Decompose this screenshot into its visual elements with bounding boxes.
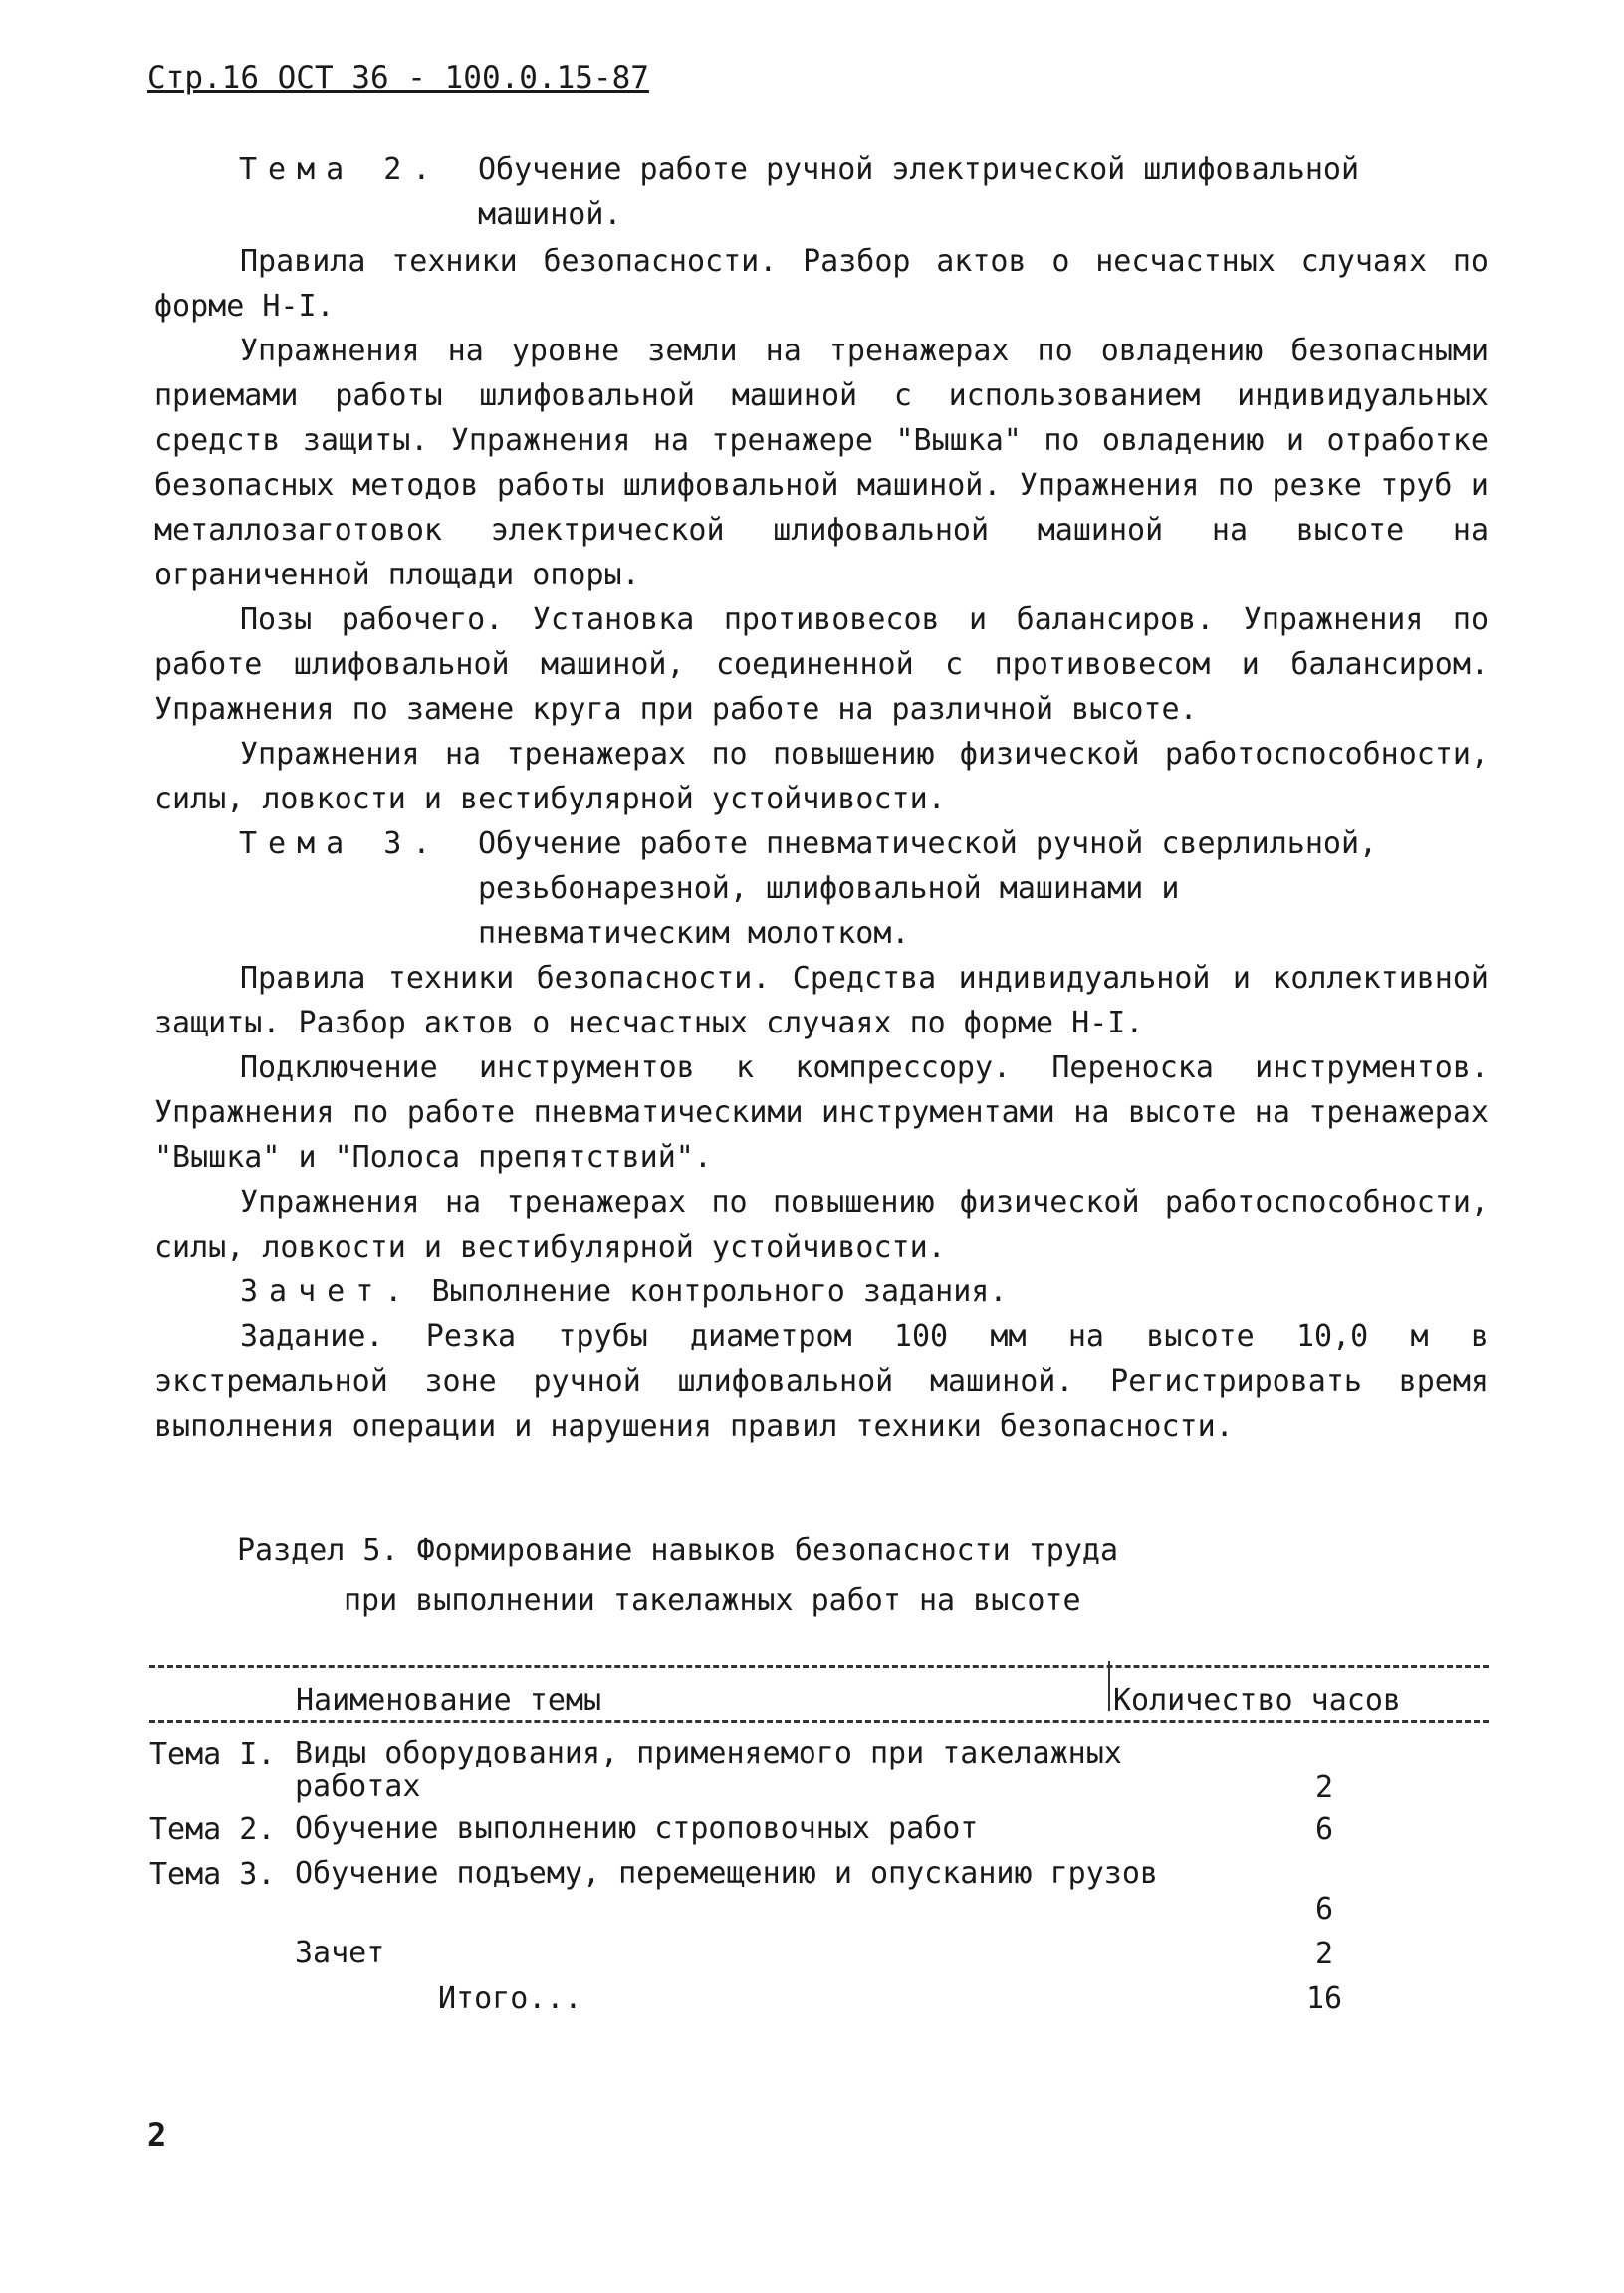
table-column-divider bbox=[1108, 1661, 1110, 1711]
table-total-label: Итого... bbox=[438, 1981, 582, 2016]
table-row-title: Виды оборудования, применяемого при такелажных работах bbox=[295, 1736, 1122, 1804]
topic-2-paragraph-1: Правила техники безопасности. Разбор актов о несчастных случаях по форме Н-I. bbox=[154, 244, 1489, 324]
table-row-number: Тема 2. bbox=[149, 1812, 276, 1847]
topic-2-label: Тема 2. bbox=[239, 152, 442, 187]
topic-3-title-line-3: пневматическим молотком. bbox=[478, 916, 910, 951]
topic-2-title-line-1: Обучение работе ручной электрической шлифовальной bbox=[478, 152, 1360, 187]
topic-3-paragraph-1: Правила техники безопасности. Средства индивидуальной и коллективной защиты. Разбор актов о несчастных случаях по форме Н-I. bbox=[154, 961, 1489, 1040]
table-row-hours: 2 bbox=[1314, 1770, 1334, 1805]
topic-3-title-line-2: резьбонарезной, шлифовальной машинами и bbox=[478, 871, 1180, 906]
table-row-number: Тема I. bbox=[149, 1737, 276, 1772]
topic-3-title-line-1: Обучение работе пневматической ручной сверлильной, bbox=[478, 826, 1378, 861]
topic-3-paragraph-3: Упражнения на тренажерах по повышению физической работоспособности, силы, ловкости и вестибулярной устойчивости. bbox=[154, 1185, 1489, 1264]
table-total-value: 16 bbox=[1305, 1981, 1343, 2016]
table-row-hours: 6 bbox=[1314, 1812, 1334, 1847]
section-5-title-line-2: при выполнении такелажных работ на высоте bbox=[344, 1583, 1081, 1618]
topic-2-title-line-2: машиной. bbox=[478, 197, 622, 232]
table-header-name: Наименование темы bbox=[296, 1683, 602, 1718]
topic-2-paragraph-2: Упражнения на уровне земли на тренажерах по овладению безопасными приемами работы шлифовальной машиной с использованием индивидуальных средств защиты. Упражнения на тренажере "Вышка" по овладению и отработке безопасных методов работы шлифовальной машиной. Упражнения по резке труб и металлозаготовок электрической шлифовальной машиной на высоте на ограниченной площади опоры. bbox=[154, 334, 1489, 592]
zachet-text: Выполнение контрольного задания. bbox=[431, 1274, 1008, 1309]
topic-2-paragraph-4: Упражнения на тренажерах по повышению физической работоспособности, силы, ловкости и вестибулярной устойчивости. bbox=[154, 737, 1489, 816]
table-row-title: Обучение подъему, перемещению и опусканию грузов bbox=[295, 1856, 1158, 1891]
table-row-number: Тема 3. bbox=[149, 1857, 276, 1892]
zadanie-paragraph: Задание. Резка трубы диаметром 100 мм на высоте 10,0 м в экстремальной зоне ручной шлифовальной машиной. Регистрировать время выполнения операции и нарушения правил техники безопасности. bbox=[154, 1319, 1489, 1444]
table-row-title: Обучение выполнению строповочных работ bbox=[295, 1811, 979, 1846]
table-row-hours: 2 bbox=[1314, 1937, 1334, 1971]
section-5-title-line-1: Раздел 5. Формирование навыков безопасности труда bbox=[237, 1533, 1119, 1568]
table-header-rule bbox=[149, 1720, 1489, 1723]
table-row-hours: 6 bbox=[1314, 1892, 1334, 1927]
table-header-hours: Количество часов bbox=[1113, 1683, 1401, 1718]
zachet-label: Зачет. bbox=[240, 1274, 414, 1309]
table-row-title: Зачет bbox=[295, 1936, 385, 1970]
topic-3-label: Тема 3. bbox=[239, 826, 442, 861]
page-number: 2 bbox=[147, 2116, 167, 2154]
table-top-rule bbox=[149, 1665, 1489, 1668]
topic-2-paragraph-3: Позы рабочего. Установка противовесов и балансиров. Упражнения по работе шлифовальной машиной, соединенной с противовесом и балансиром. Упражнения по замене круга при работе на различной высоте. bbox=[154, 602, 1489, 727]
page-header: Стр.16 ОСТ 36 - 100.0.15-87 bbox=[147, 60, 649, 96]
topic-3-paragraph-2: Подключение инструментов к компрессору. Переноска инструментов. Упражнения по работе пневматическими инструментами на высоте на тренажерах "Вышка" и "Полоса препятствий". bbox=[154, 1050, 1489, 1175]
zachet-line bbox=[240, 1269, 1007, 1314]
